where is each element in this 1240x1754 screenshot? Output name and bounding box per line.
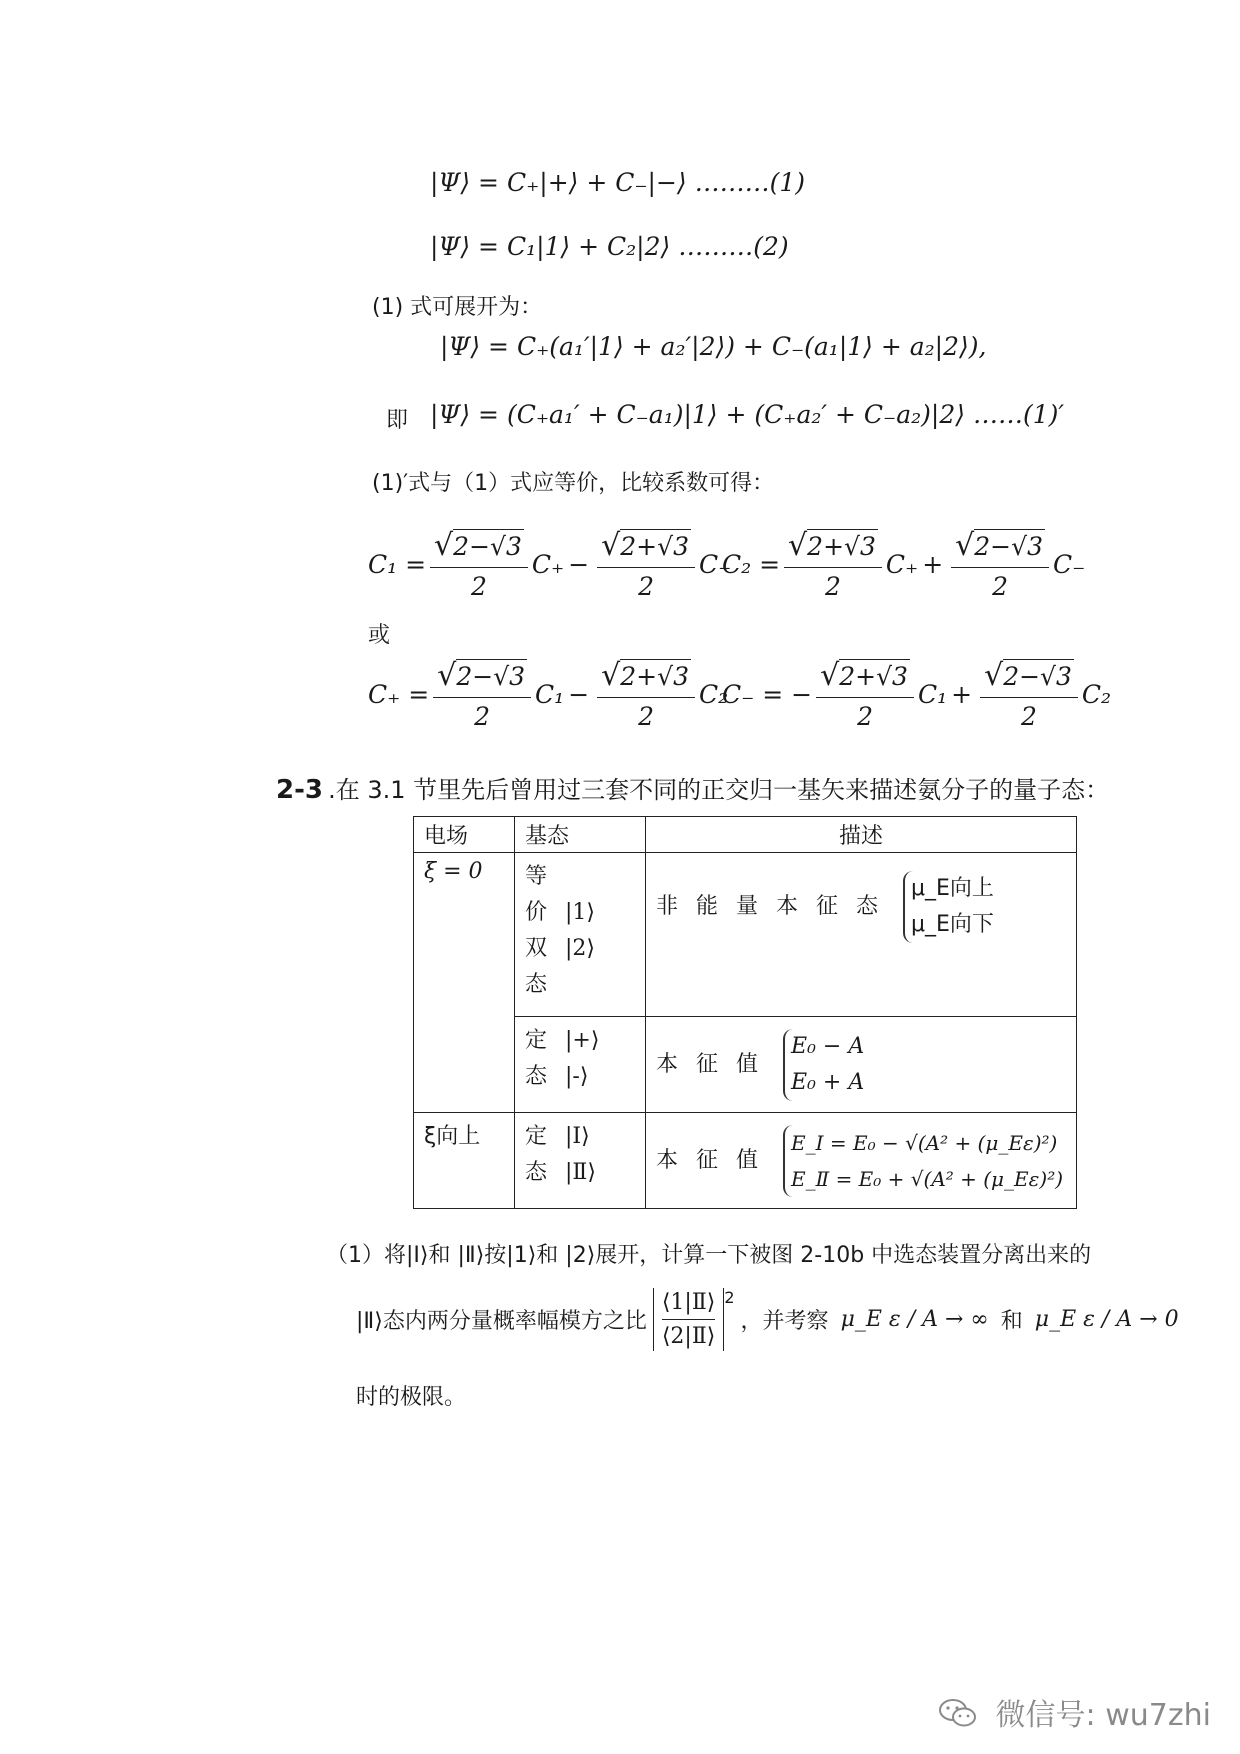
basis-ket: |Ⅰ⟩ [565, 1124, 590, 1149]
desc-options [783, 1125, 1063, 1197]
c1-lhs: C₁ = [368, 550, 427, 579]
cminus-num-2: 2−√3 [1003, 659, 1074, 691]
c1-num-1: 2−√3 [453, 529, 524, 561]
desc-text: 非能量本征态 [656, 894, 897, 919]
cplus-num-1: 2−√3 [456, 659, 527, 691]
basis-word: 定 [525, 1124, 548, 1149]
ratio-num: ⟨1|Ⅱ⟩ [662, 1290, 716, 1320]
header-field: 电场 [414, 817, 515, 853]
c2-num-1: 2+√3 [807, 529, 878, 561]
cell-basis-1 [515, 853, 646, 1017]
c1-den-1: 2 [471, 572, 487, 601]
equation-1-prime: |Ψ⟩ = (C₊a₁′ + C₋a₁)|1⟩ + (C₊a₂′ + C₋a₂)|2⟩ ……(1)′ [430, 400, 1065, 429]
watermark-text: 微信号: wu7zhi [995, 1698, 1211, 1733]
desc-option: E_Ⅰ = E₀ − √(A² + (μ_Eε)²) [791, 1130, 1058, 1155]
c2-op: + [922, 550, 944, 579]
cplus-den-2: 2 [638, 702, 655, 731]
c2-num-2: 2−√3 [974, 529, 1045, 561]
cminus-lhs: C₋ = − [722, 680, 813, 709]
question-line-1: （1）将|Ⅰ⟩和 |Ⅱ⟩按|1⟩和 |2⟩展开，计算一下被图 2-10b 中选态装置分离出来的 [326, 1243, 1092, 1268]
cminus-op: + [951, 680, 973, 709]
desc-option: E₀ − A [791, 1033, 865, 1059]
cplus-formula: C₊ = $\frac{√2-√3}{2}$ C₁ − $\frac{√2+√3}{2}$ C₂ [368, 658, 729, 731]
question-line-2-mid: ，并考察 [740, 1309, 829, 1334]
desc-option: E₀ + A [791, 1069, 865, 1095]
c1-cplus: C₊ [531, 550, 565, 579]
c2-den-2: 2 [992, 572, 1009, 601]
cell-desc-2 [646, 1017, 1077, 1113]
desc-text: 本征值 [656, 1051, 777, 1077]
header-basis: 基态 [515, 817, 646, 853]
c1-formula: C₁ = $\frac{√2-√3}{2}$ C₊ − $\frac{√2+√3}{2}$ C₋ [368, 528, 732, 601]
basis-ket: |Ⅱ⟩ [565, 1160, 596, 1185]
c2-formula: C₂ = $\frac{√2+√3}{2}$ C₊ + $\frac{√2-√3}{2}$ C₋ [722, 528, 1086, 601]
basis-ket: |1⟩ [565, 900, 596, 925]
equation-2: |Ψ⟩ = C₁|1⟩ + C₂|2⟩ ………(2) [430, 232, 789, 261]
question-line-2 [356, 1288, 1179, 1351]
c1-num-2: 2+√3 [620, 529, 691, 561]
basis-ket: |+⟩ [565, 1028, 600, 1053]
limit-2: μ_E ε / A → 0 [1034, 1307, 1179, 1332]
desc-text: 本征值 [656, 1147, 777, 1173]
cell-basis-2 [515, 1017, 646, 1113]
wechat-icon [938, 1697, 978, 1737]
cminus-num-1: 2+√3 [839, 659, 910, 691]
cell-field-up [414, 1113, 515, 1209]
basis-word: 态 [525, 1064, 548, 1089]
cminus-den-1: 2 [857, 702, 873, 731]
cplus-op: − [568, 680, 590, 709]
limit-1: μ_E ε / A → ∞ [840, 1307, 989, 1332]
table-row [414, 1113, 1077, 1209]
header-desc: 描述 [646, 817, 1077, 853]
cminus-formula: C₋ = − $\frac{√2+√3}{2}$ C₁ + $\frac{√2-√3}{2}$ C₂ [722, 658, 1112, 731]
ji-label: 即 [386, 408, 409, 433]
cplus-c2: C₂ [698, 680, 729, 709]
basis-table [413, 816, 1077, 1209]
cplus-den-1: 2 [474, 702, 491, 731]
basis-word: 等 [525, 864, 548, 889]
ratio-expression [653, 1288, 735, 1351]
and-word: 和 [1000, 1309, 1023, 1334]
c1-op: − [568, 550, 590, 579]
table-row [414, 853, 1077, 1017]
desc-option: E_Ⅱ = E₀ + √(A² + (μ_Eε)²) [791, 1166, 1064, 1191]
basis-word: 定 [525, 1028, 548, 1053]
ratio-exp: 2 [724, 1288, 735, 1307]
expand-intro: (1) 式可展开为： [372, 295, 543, 320]
field-up: ξ向上 [424, 1124, 481, 1149]
cplus-lhs: C₊ = [368, 680, 430, 709]
basis-ket: |-⟩ [565, 1064, 589, 1089]
c1-den-2: 2 [638, 572, 655, 601]
cminus-c1: C₁ [917, 680, 948, 709]
basis-word: 价 [525, 900, 548, 925]
basis-word: 态 [525, 1160, 548, 1185]
cplus-c1: C₁ [535, 680, 565, 709]
question-line-2-start: |Ⅱ⟩态内两分量概率幅模方之比 [356, 1309, 647, 1334]
c2-cminus: C₋ [1052, 550, 1086, 579]
desc-options [783, 1029, 864, 1101]
field-zero: ξ = 0 [424, 859, 483, 884]
c2-lhs: C₂ = [722, 550, 781, 579]
desc-option: μ_E向下 [911, 912, 994, 937]
cell-basis-3 [515, 1113, 646, 1209]
compare-text: (1)′式与（1）式应等价，比较系数可得： [372, 471, 775, 496]
desc-option: μ_E向上 [911, 876, 994, 901]
cell-desc-3 [646, 1113, 1077, 1209]
problem-number: 2-3 [276, 775, 323, 805]
c2-cplus: C₊ [885, 550, 919, 579]
question-line-3: 时的极限。 [356, 1385, 467, 1410]
equation-expand: |Ψ⟩ = C₊(a₁′|1⟩ + a₂′|2⟩) + C₋(a₁|1⟩ + a₂|2⟩), [440, 332, 987, 361]
equation-1: |Ψ⟩ = C₊|+⟩ + C₋|−⟩ ………(1) [430, 168, 806, 197]
c1-cminus: C₋ [698, 550, 732, 579]
cplus-num-2: 2+√3 [620, 659, 691, 691]
problem-text: .在 3.1 节里先后曾用过三套不同的正交归一基矢来描述氨分子的量子态： [328, 776, 1110, 804]
table-header-row [414, 817, 1077, 853]
problem-heading [276, 770, 1109, 805]
c2-den-1: 2 [825, 572, 841, 601]
desc-options [903, 871, 994, 943]
or-label: 或 [368, 623, 391, 648]
cell-desc-1 [646, 853, 1077, 1017]
cminus-c2: C₂ [1081, 680, 1112, 709]
basis-ket: |2⟩ [565, 936, 596, 961]
basis-word: 态 [525, 972, 548, 997]
cminus-den-2: 2 [1021, 702, 1037, 731]
cell-field-zero [414, 853, 515, 1113]
basis-word: 双 [525, 936, 548, 961]
ratio-den: ⟨2|Ⅱ⟩ [661, 1324, 716, 1349]
watermark [938, 1690, 1211, 1737]
